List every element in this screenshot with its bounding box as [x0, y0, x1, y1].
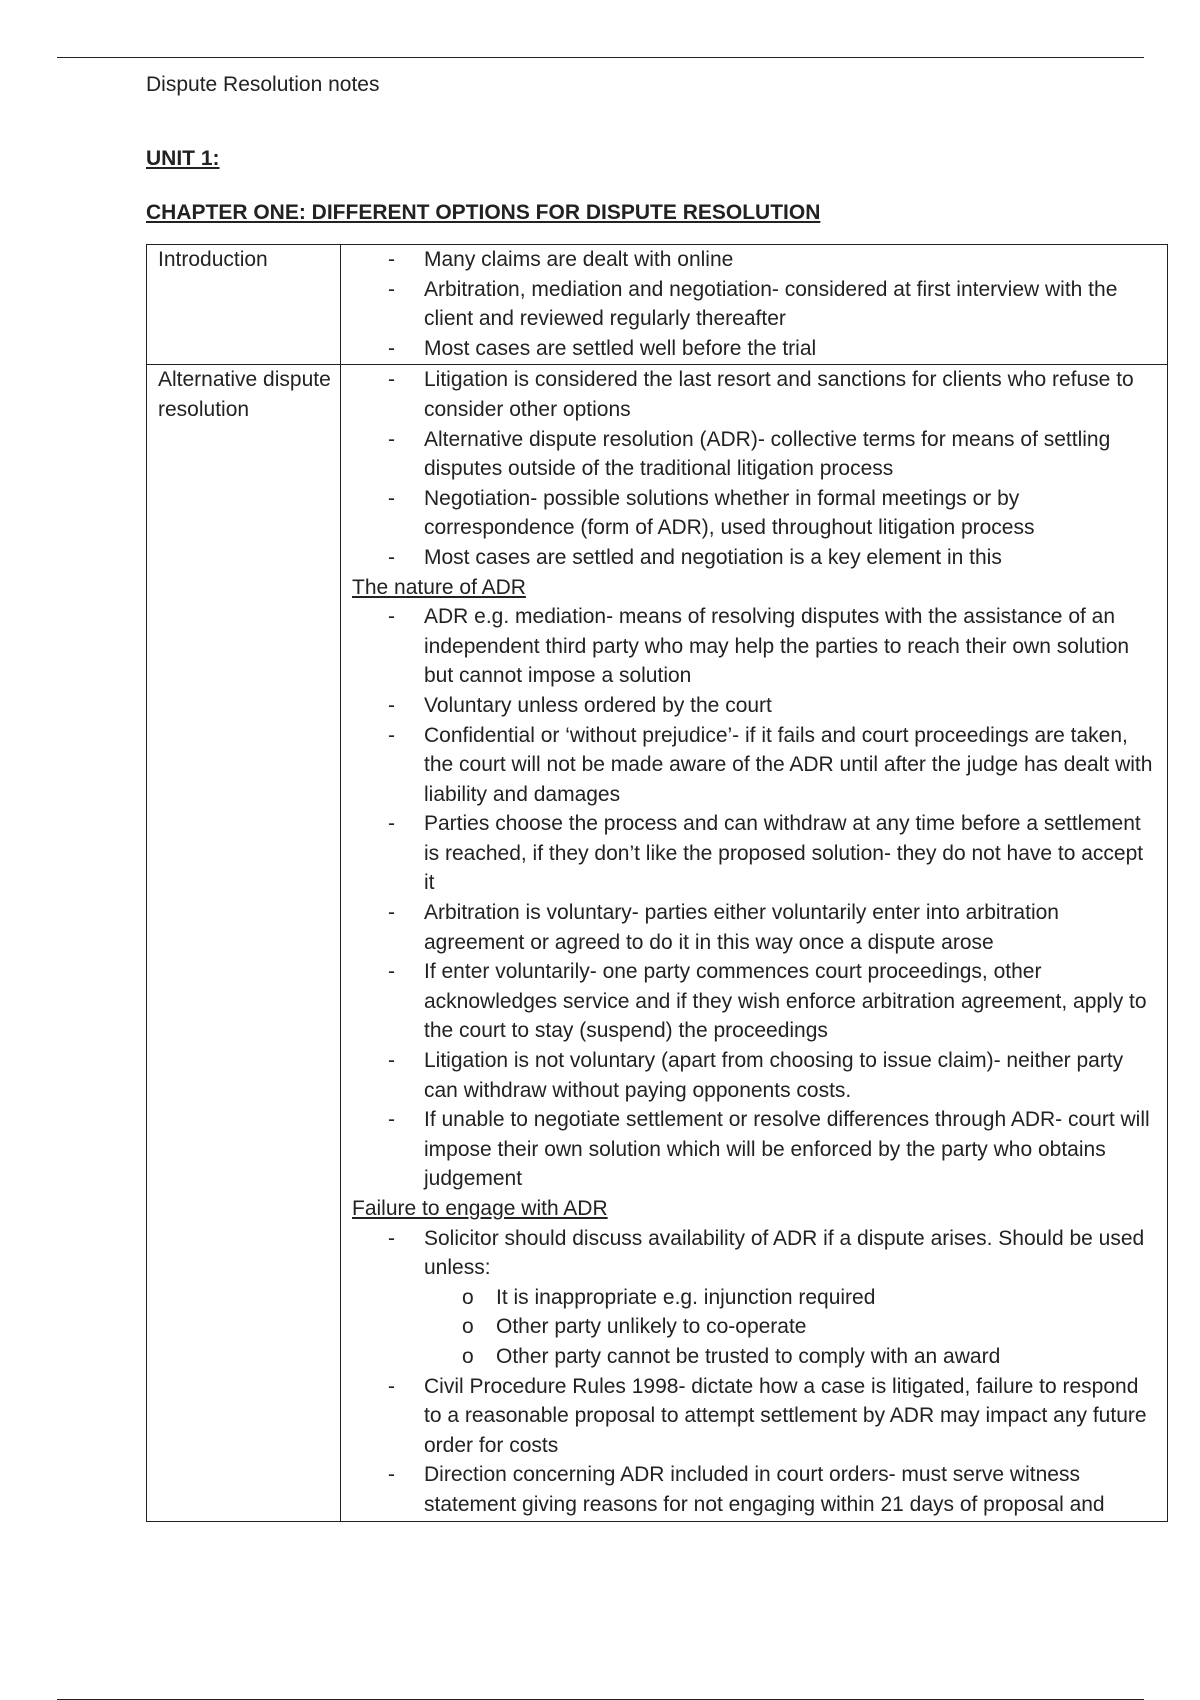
chapter-title: CHAPTER ONE: DIFFERENT OPTIONS FOR DISPUTE RESOLUTION: [146, 201, 821, 224]
list-item: - If unable to negotiate settlement or resolve differences through ADR- court will impose their own solution which will be enforced by the party who obtains judgement: [352, 1105, 1157, 1194]
table-row: [147, 245, 1168, 365]
document-header: Dispute Resolution notes: [146, 73, 380, 96]
list-item: - Alternative dispute resolution (ADR)- collective terms for means of settling disputes outside of the traditional litigation process: [352, 425, 1157, 484]
list-item: - Negotiation- possible solutions whether in formal meetings or by correspondence (form of ADR), used throughout litigation process: [352, 484, 1157, 543]
list-item: - Direction concerning ADR included in court orders- must serve witness statement giving reasons for not engaging within 21 days of proposal and: [352, 1460, 1157, 1519]
bullet-list: [352, 1224, 1157, 1283]
section-heading: Failure to engage with ADR: [352, 1197, 608, 1220]
sub-bullet-list: [352, 1283, 1157, 1372]
list-item: - Voluntary unless ordered by the court: [352, 691, 1157, 721]
unit-title: UNIT 1:: [146, 147, 220, 170]
list-item: - Litigation is not voluntary (apart from choosing to issue claim)- neither party can withdraw without paying opponents costs.: [352, 1046, 1157, 1105]
list-item: - Parties choose the process and can withdraw at any time before a settlement is reached, if they don’t like the proposed solution- they do not have to accept it: [352, 809, 1157, 898]
list-item: - Arbitration, mediation and negotiation- considered at first interview with the client and reviewed regularly thereafter: [352, 275, 1157, 334]
list-item: - ADR e.g. mediation- means of resolving disputes with the assistance of an independent third party who may help the parties to reach their own solution but cannot impose a solution: [352, 602, 1157, 691]
content-cell: [341, 365, 1168, 1521]
bullet-list: [352, 602, 1157, 1194]
content-cell: [341, 245, 1168, 365]
topic-cell: Introduction: [147, 245, 341, 365]
list-item: - Arbitration is voluntary- parties either voluntarily enter into arbitration agreement or agreed to do it in this way once a dispute arose: [352, 898, 1157, 957]
list-item: - Most cases are settled and negotiation is a key element in this: [352, 543, 1157, 573]
list-item: - Confidential or ‘without prejudice’- if it fails and court proceedings are taken, the court will not be made aware of the ADR until after the judge has dealt with liability and damages: [352, 721, 1157, 810]
sub-list-item: o It is inappropriate e.g. injunction required: [352, 1283, 1157, 1313]
list-item: - Most cases are settled well before the trial: [352, 334, 1157, 364]
list-item: - Civil Procedure Rules 1998- dictate how a case is litigated, failure to respond to a reasonable proposal to attempt settlement by ADR may impact any future order for costs: [352, 1372, 1157, 1461]
notes-table: [146, 244, 1168, 1522]
sub-list-item: o Other party unlikely to co-operate: [352, 1312, 1157, 1342]
list-item: - If enter voluntarily- one party commences court proceedings, other acknowledges service and if they wish enforce arbitration agreement, apply to the court to stay (suspend) the proceedings: [352, 957, 1157, 1046]
table-row: [147, 365, 1168, 1521]
list-item: - Many claims are dealt with online: [352, 245, 1157, 275]
list-item: [352, 1224, 1157, 1283]
topic-cell: Alternative dispute resolution: [147, 365, 341, 1521]
document-body: [146, 70, 1168, 1522]
list-item: - Litigation is considered the last resort and sanctions for clients who refuse to consider other options: [352, 365, 1157, 424]
page-top-rule: [57, 57, 1144, 58]
section-heading: The nature of ADR: [352, 575, 526, 599]
sub-list-item: o Other party cannot be trusted to comply with an award: [352, 1342, 1157, 1372]
list-item-text: Solicitor should discuss availability of ADR if a dispute arises. Should be used unless:: [424, 1226, 1145, 1280]
bullet-list: [352, 245, 1157, 363]
bullet-list: [352, 1372, 1157, 1520]
bullet-list: [352, 365, 1157, 572]
